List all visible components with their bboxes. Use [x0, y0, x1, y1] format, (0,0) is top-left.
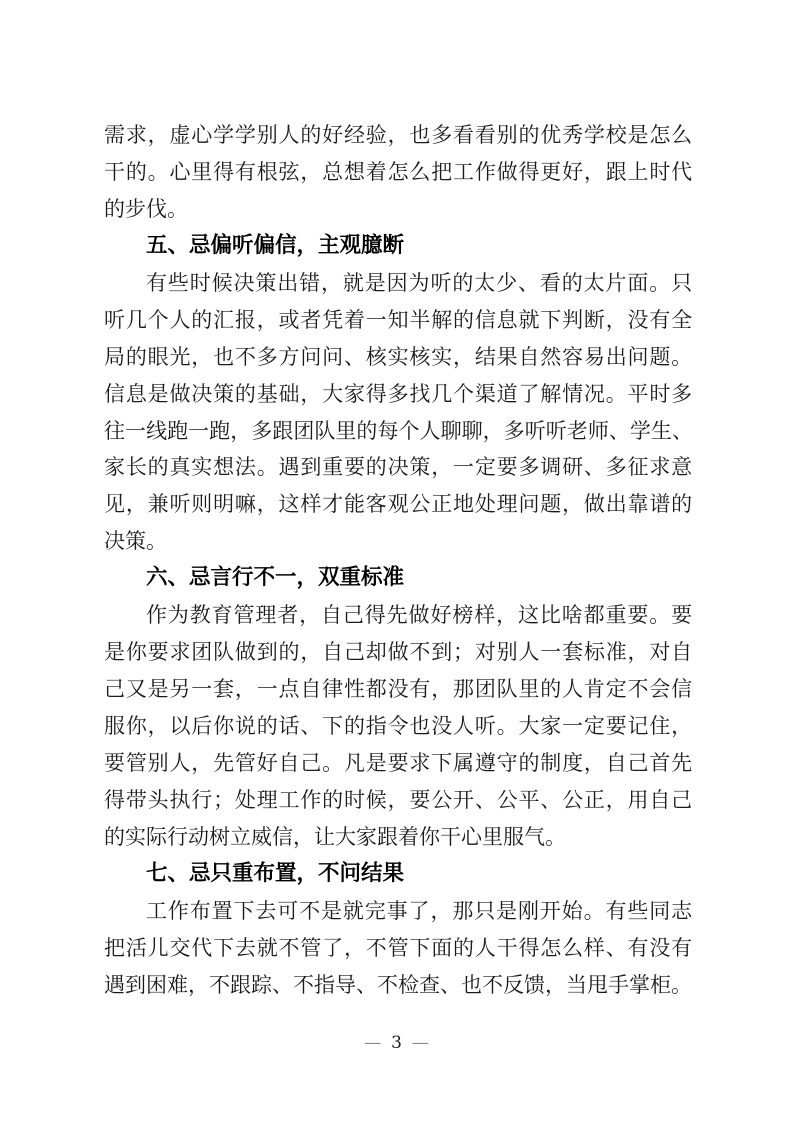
line-text: 的实际行动树立威信，让大家跟着你干心里服气。	[104, 824, 566, 849]
line-text: 有些时候决策出错，就是因为听的太少、看的太片面。只	[146, 270, 693, 295]
line-text: 己又是另一套，一点自律性都没有，那团队里的人肯定不会信	[104, 677, 693, 702]
line-text: 的步伐。	[104, 196, 188, 221]
line-text: 干的。心里得有根弦，总想着怎么把工作做得更好，跟上时代	[104, 159, 693, 184]
section-heading	[104, 228, 693, 265]
line-text: 遇到困难，不跟踪、不指导、不检查、也不反馈，当甩手掌柜。	[104, 972, 692, 997]
text-line	[104, 191, 693, 228]
text-line	[104, 339, 693, 376]
line-text: 工作布置下去可不是就完事了，那只是刚开始。有些同志	[146, 898, 693, 923]
text-line	[104, 154, 693, 191]
text-line	[104, 486, 693, 523]
line-text: 把活儿交代下去就不管了，不管下面的人干得怎么样、有没有	[104, 935, 693, 960]
text-line	[104, 708, 693, 745]
text-line	[104, 745, 693, 782]
line-text: 是你要求团队做到的，自己却做不到；对别人一套标准，对自	[104, 640, 693, 665]
text-line	[104, 967, 693, 1004]
text-line	[104, 265, 693, 302]
line-text: 要管别人，先管好自己。凡是要求下属遵守的制度，自己首先	[104, 750, 693, 775]
text-line	[104, 597, 693, 634]
page-footer	[0, 1033, 793, 1053]
text-line	[104, 893, 693, 930]
line-text: 需求，虚心学学别人的好经验，也多看看别的优秀学校是怎么	[104, 123, 693, 147]
line-text: 七、忌只重布置，不问结果	[146, 860, 405, 886]
line-text: 得带头执行；处理工作的时候，要公开、公平、公正，用自己	[104, 787, 693, 812]
line-text: 服你，以后你说的话、下的指令也没人听。大家一定要记住，	[104, 714, 693, 738]
line-text: 听几个人的汇报，或者凭着一知半解的信息就下判断，没有全	[104, 307, 693, 332]
line-text: 信息是做决策的基础，大家得多找几个渠道了解情况。平时多	[104, 381, 693, 406]
line-text: 作为教育管理者，自己得先做好榜样，这比啥都重要。要	[146, 603, 693, 628]
line-text: 往一线跑一跑，多跟团队里的每个人聊聊，多听听老师、学生、	[104, 418, 693, 443]
text-line	[104, 449, 693, 486]
section-heading	[104, 856, 693, 893]
line-text: 局的眼光，也不多方问问、核实核实，结果自然容易出问题。	[104, 344, 693, 369]
line-text: 决策。	[104, 529, 167, 554]
text-line	[104, 117, 693, 154]
line-text: 六、忌言行不一，双重标准	[146, 565, 405, 591]
footer-dash-right: —	[411, 1033, 429, 1053]
line-text: 见，兼听则明嘛，这样才能客观公正地处理问题，做出靠谱的	[104, 492, 693, 517]
section-heading	[104, 560, 693, 597]
document-content	[104, 117, 693, 1004]
text-line	[104, 376, 693, 413]
footer-page-number: 3	[391, 1033, 402, 1053]
text-line	[104, 634, 693, 671]
text-line	[104, 413, 693, 450]
text-line	[104, 302, 693, 339]
footer-dash-left: —	[364, 1033, 382, 1053]
text-line	[104, 523, 693, 560]
text-line	[104, 819, 693, 856]
text-line	[104, 671, 693, 708]
text-line	[104, 782, 693, 819]
line-text: 家长的真实想法。遇到重要的决策，一定要多调研、多征求意	[104, 455, 693, 480]
text-line	[104, 930, 693, 967]
line-text: 五、忌偏听偏信，主观臆断	[146, 232, 405, 258]
